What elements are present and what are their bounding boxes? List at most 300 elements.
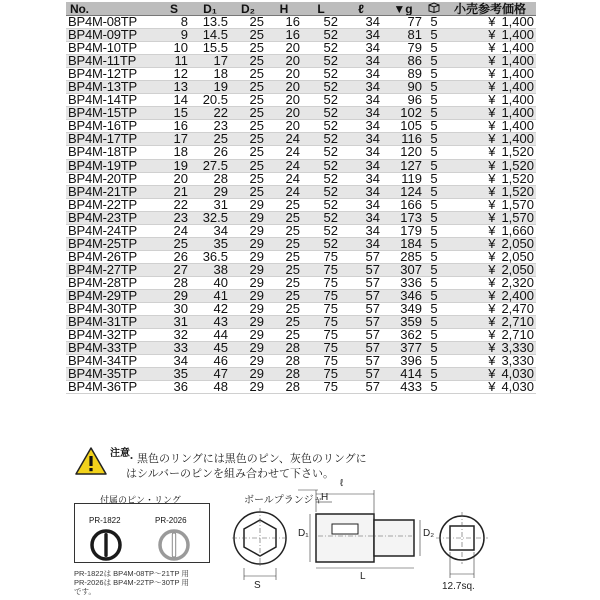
cell-model: BP4M-20TP (66, 172, 158, 185)
cell-d2: 25 (230, 42, 266, 55)
cell-price (444, 303, 536, 316)
cell-s: 19 (158, 159, 190, 172)
cell-box-qty: 5 (424, 329, 444, 342)
cell-price (444, 237, 536, 250)
yen-symbol: ¥ (488, 380, 496, 394)
cell-weight: 96 (382, 94, 424, 107)
cell-model: BP4M-27TP (66, 263, 158, 276)
cell-d2: 29 (230, 368, 266, 381)
cell-price (444, 185, 536, 198)
cell-model: BP4M-35TP (66, 368, 158, 381)
cell-l: 52 (302, 133, 340, 146)
cell-small-l: 34 (340, 68, 382, 81)
cell-l: 75 (302, 250, 340, 263)
cell-d1: 22 (190, 107, 230, 120)
cell-price (444, 263, 536, 276)
cell-h: 28 (266, 381, 302, 394)
price-value: 1,570 (501, 211, 534, 225)
cell-price (444, 224, 536, 237)
cell-s: 36 (158, 381, 190, 394)
cell-weight: 119 (382, 172, 424, 185)
cell-price (444, 107, 536, 120)
cell-s: 28 (158, 276, 190, 289)
cell-d1: 38 (190, 263, 230, 276)
cell-h: 25 (266, 303, 302, 316)
cell-box-qty: 5 (424, 198, 444, 211)
cell-small-l: 34 (340, 146, 382, 159)
cell-l: 75 (302, 276, 340, 289)
cell-price (444, 355, 536, 368)
cell-d1: 31 (190, 198, 230, 211)
cell-d1: 35 (190, 237, 230, 250)
yen-symbol: ¥ (488, 302, 496, 316)
col-header-box (424, 2, 444, 16)
cell-d2: 29 (230, 289, 266, 302)
yen-symbol: ¥ (488, 145, 496, 160)
cell-box-qty: 5 (424, 94, 444, 107)
cell-l: 52 (302, 81, 340, 94)
cell-model: BP4M-28TP (66, 276, 158, 289)
cell-l: 75 (302, 303, 340, 316)
cell-small-l: 34 (340, 224, 382, 237)
cell-s: 16 (158, 120, 190, 133)
yen-symbol: ¥ (488, 315, 496, 329)
cell-model: BP4M-21TP (66, 185, 158, 198)
cell-h: 20 (266, 94, 302, 107)
cell-h: 25 (266, 211, 302, 224)
cell-s: 11 (158, 55, 190, 68)
table-row (66, 276, 536, 289)
cell-d1: 25 (190, 133, 230, 146)
cell-price (444, 368, 536, 381)
gray-ring-icon (157, 528, 191, 562)
cell-s: 30 (158, 303, 190, 316)
box-icon (428, 2, 440, 13)
cell-box-qty: 5 (424, 120, 444, 133)
cell-small-l: 34 (340, 172, 382, 185)
cell-d1: 19 (190, 81, 230, 94)
cell-h: 20 (266, 42, 302, 55)
cell-model: BP4M-09TP (66, 29, 158, 42)
yen-symbol: ¥ (488, 250, 496, 264)
yen-symbol: ¥ (488, 93, 496, 107)
cell-weight: 349 (382, 303, 424, 316)
cell-box-qty: 5 (424, 107, 444, 120)
table-row (66, 211, 536, 224)
cell-price (444, 16, 536, 29)
cell-box-qty: 5 (424, 29, 444, 42)
table-row (66, 107, 536, 120)
cell-l: 75 (302, 355, 340, 368)
cell-small-l: 57 (340, 263, 382, 276)
label-h: H (321, 492, 329, 503)
cell-weight: 116 (382, 133, 424, 146)
cell-h: 28 (266, 355, 302, 368)
col-header-l: L (302, 2, 340, 16)
yen-symbol: ¥ (488, 159, 496, 173)
cell-h: 28 (266, 368, 302, 381)
cell-model: BP4M-36TP (66, 381, 158, 394)
cell-box-qty: 5 (424, 211, 444, 224)
cell-price (444, 329, 536, 342)
table-row (66, 198, 536, 211)
cell-small-l: 34 (340, 16, 382, 29)
cell-price (444, 146, 536, 159)
cell-d2: 29 (230, 381, 266, 394)
cell-model: BP4M-16TP (66, 120, 158, 133)
price-value: 2,050 (501, 237, 534, 251)
price-value: 1,400 (501, 28, 534, 42)
pin-ring-note (74, 569, 244, 596)
cell-h: 20 (266, 55, 302, 68)
col-header-s: S (158, 2, 190, 16)
price-value: 1,400 (501, 132, 534, 146)
cell-price (444, 198, 536, 211)
cell-d1: 32.5 (190, 211, 230, 224)
cell-weight: 336 (382, 276, 424, 289)
cell-weight: 127 (382, 159, 424, 172)
yen-symbol: ¥ (488, 67, 496, 81)
table-row (66, 146, 536, 159)
warning-triangle-icon (74, 446, 108, 476)
yen-symbol: ¥ (488, 211, 496, 225)
table-row (66, 237, 536, 250)
yen-symbol: ¥ (488, 354, 496, 368)
yen-symbol: ¥ (488, 237, 496, 251)
cell-box-qty: 5 (424, 276, 444, 289)
cell-weight: 433 (382, 381, 424, 394)
cell-box-qty: 5 (424, 355, 444, 368)
cell-model: BP4M-19TP (66, 159, 158, 172)
cell-box-qty: 5 (424, 224, 444, 237)
cell-price (444, 120, 536, 133)
cell-price (444, 381, 536, 394)
cell-s: 8 (158, 16, 190, 29)
cell-d2: 29 (230, 303, 266, 316)
cell-small-l: 57 (340, 381, 382, 394)
cell-weight: 346 (382, 289, 424, 302)
cell-price (444, 94, 536, 107)
spec-table (66, 2, 536, 394)
yen-symbol: ¥ (488, 54, 496, 68)
col-header-small-l: ℓ (340, 2, 382, 16)
table-row (66, 224, 536, 237)
cell-d2: 29 (230, 224, 266, 237)
cell-small-l: 34 (340, 120, 382, 133)
cell-box-qty: 5 (424, 316, 444, 329)
cell-l: 52 (302, 55, 340, 68)
cell-price (444, 133, 536, 146)
price-value: 2,710 (501, 315, 534, 329)
cell-small-l: 57 (340, 250, 382, 263)
label-d1: D₁ (298, 528, 309, 539)
pin-note-line-3: です。 (74, 587, 96, 596)
label-drive-size: 12.7sq. (442, 581, 475, 592)
cell-box-qty: 5 (424, 133, 444, 146)
cell-model: BP4M-11TP (66, 55, 158, 68)
price-value: 1,400 (501, 93, 534, 107)
cell-d1: 46 (190, 355, 230, 368)
cell-h: 25 (266, 263, 302, 276)
cell-d2: 25 (230, 16, 266, 29)
cell-s: 10 (158, 42, 190, 55)
cell-d2: 29 (230, 198, 266, 211)
cell-model: BP4M-24TP (66, 224, 158, 237)
cell-box-qty: 5 (424, 250, 444, 263)
cell-l: 52 (302, 120, 340, 133)
yen-symbol: ¥ (488, 15, 496, 29)
cell-s: 33 (158, 342, 190, 355)
cell-small-l: 34 (340, 55, 382, 68)
price-value: 2,400 (501, 289, 534, 303)
cell-d2: 29 (230, 329, 266, 342)
table-header-row (66, 2, 536, 16)
cell-h: 25 (266, 316, 302, 329)
yen-symbol: ¥ (488, 367, 496, 381)
cell-d1: 42 (190, 303, 230, 316)
price-value: 1,660 (501, 224, 534, 238)
cell-box-qty: 5 (424, 289, 444, 302)
cell-model: BP4M-10TP (66, 42, 158, 55)
cell-s: 15 (158, 107, 190, 120)
cell-d1: 27.5 (190, 159, 230, 172)
cell-l: 75 (302, 329, 340, 342)
cell-box-qty: 5 (424, 237, 444, 250)
cell-h: 28 (266, 342, 302, 355)
table-row (66, 120, 536, 133)
table-row (66, 303, 536, 316)
cell-model: BP4M-30TP (66, 303, 158, 316)
price-value: 1,520 (501, 172, 534, 186)
cell-l: 52 (302, 42, 340, 55)
yen-symbol: ¥ (488, 328, 496, 342)
cell-d2: 29 (230, 316, 266, 329)
cell-small-l: 57 (340, 355, 382, 368)
cell-price (444, 316, 536, 329)
cell-small-l: 57 (340, 289, 382, 302)
pin-ring-box (74, 503, 210, 563)
cell-weight: 81 (382, 29, 424, 42)
cell-l: 52 (302, 185, 340, 198)
cell-d1: 13.5 (190, 16, 230, 29)
cell-weight: 120 (382, 146, 424, 159)
pin-note-line-1: PR-1822は BP4M-08TP～21TP 用 (74, 569, 189, 578)
price-value: 2,470 (501, 302, 534, 316)
yen-symbol: ¥ (488, 106, 496, 120)
label-s: S (254, 580, 261, 591)
cell-weight: 77 (382, 16, 424, 29)
cell-s: 27 (158, 263, 190, 276)
table-row (66, 263, 536, 276)
price-value: 1,400 (501, 15, 534, 29)
cell-small-l: 57 (340, 276, 382, 289)
price-value: 2,320 (501, 276, 534, 290)
cell-box-qty: 5 (424, 68, 444, 81)
price-value: 1,400 (501, 119, 534, 133)
cell-d1: 20.5 (190, 94, 230, 107)
cell-model: BP4M-14TP (66, 94, 158, 107)
cell-small-l: 34 (340, 42, 382, 55)
cell-weight: 124 (382, 185, 424, 198)
price-value: 1,520 (501, 145, 534, 160)
cell-d1: 15.5 (190, 42, 230, 55)
cell-weight: 377 (382, 342, 424, 355)
cell-d2: 29 (230, 237, 266, 250)
caution-label: 注意 (110, 448, 130, 459)
yen-symbol: ¥ (488, 276, 496, 290)
cell-small-l: 34 (340, 133, 382, 146)
cell-h: 24 (266, 159, 302, 172)
cell-small-l: 57 (340, 329, 382, 342)
cell-weight: 184 (382, 237, 424, 250)
cell-d2: 25 (230, 68, 266, 81)
cell-weight: 396 (382, 355, 424, 368)
cell-price (444, 42, 536, 55)
cell-box-qty: 5 (424, 263, 444, 276)
cell-weight: 86 (382, 55, 424, 68)
cell-l: 52 (302, 198, 340, 211)
cell-d1: 48 (190, 381, 230, 394)
cell-l: 52 (302, 29, 340, 42)
cell-d2: 29 (230, 263, 266, 276)
cell-d1: 26 (190, 146, 230, 159)
table-row (66, 81, 536, 94)
cell-h: 25 (266, 237, 302, 250)
price-value: 2,050 (501, 250, 534, 264)
cell-model: BP4M-12TP (66, 68, 158, 81)
yen-symbol: ¥ (488, 224, 496, 238)
pin-ring-panel (74, 493, 244, 595)
cell-d2: 29 (230, 342, 266, 355)
price-value: 1,520 (501, 159, 534, 173)
cell-weight: 173 (382, 211, 424, 224)
table-row (66, 329, 536, 342)
cell-price (444, 68, 536, 81)
cell-s: 23 (158, 211, 190, 224)
yen-symbol: ¥ (488, 341, 496, 355)
cell-box-qty: 5 (424, 42, 444, 55)
cell-price (444, 55, 536, 68)
table-row (66, 172, 536, 185)
cell-d1: 47 (190, 368, 230, 381)
pin-ring-title: 付属のピン・リング (100, 495, 181, 505)
cell-d1: 29 (190, 185, 230, 198)
cell-l: 75 (302, 368, 340, 381)
cell-d2: 29 (230, 355, 266, 368)
cell-l: 75 (302, 263, 340, 276)
cell-small-l: 57 (340, 342, 382, 355)
cell-d1: 18 (190, 68, 230, 81)
pin-code-1: PR-1822 (89, 516, 121, 525)
cell-s: 35 (158, 368, 190, 381)
cell-l: 52 (302, 237, 340, 250)
cell-small-l: 57 (340, 316, 382, 329)
cell-box-qty: 5 (424, 381, 444, 394)
cell-weight: 179 (382, 224, 424, 237)
cell-l: 52 (302, 224, 340, 237)
price-value: 2,710 (501, 328, 534, 342)
cell-d2: 25 (230, 107, 266, 120)
cell-price (444, 172, 536, 185)
cell-h: 20 (266, 120, 302, 133)
table-row (66, 289, 536, 302)
cell-s: 31 (158, 316, 190, 329)
table-row (66, 16, 536, 29)
price-value: 1,400 (501, 67, 534, 81)
cell-weight: 359 (382, 316, 424, 329)
cell-d1: 23 (190, 120, 230, 133)
cell-d2: 29 (230, 211, 266, 224)
cell-model: BP4M-18TP (66, 146, 158, 159)
cell-box-qty: 5 (424, 342, 444, 355)
cell-d1: 14.5 (190, 29, 230, 42)
cell-price (444, 289, 536, 302)
cell-weight: 89 (382, 68, 424, 81)
cell-box-qty: 5 (424, 303, 444, 316)
cell-s: 17 (158, 133, 190, 146)
cell-l: 75 (302, 289, 340, 302)
cell-box-qty: 5 (424, 16, 444, 29)
cell-small-l: 34 (340, 94, 382, 107)
label-ball-plunger: ボールプランジャ (244, 495, 324, 506)
cell-s: 20 (158, 172, 190, 185)
cell-weight: 362 (382, 329, 424, 342)
cell-small-l: 34 (340, 107, 382, 120)
label-d2: D₂ (423, 528, 435, 539)
cell-s: 12 (158, 68, 190, 81)
cell-l: 75 (302, 316, 340, 329)
cell-weight: 285 (382, 250, 424, 263)
cell-s: 18 (158, 146, 190, 159)
cell-small-l: 34 (340, 159, 382, 172)
table-row (66, 94, 536, 107)
cell-small-l: 34 (340, 29, 382, 42)
cell-weight: 105 (382, 120, 424, 133)
black-ring-icon (89, 528, 123, 562)
cell-weight: 79 (382, 42, 424, 55)
cell-s: 13 (158, 81, 190, 94)
cell-d1: 44 (190, 329, 230, 342)
cell-weight: 307 (382, 263, 424, 276)
cell-l: 52 (302, 94, 340, 107)
caution-line-2: はシルバーのピンを組み合わせて下さい。 (126, 468, 334, 480)
yen-symbol: ¥ (488, 172, 496, 186)
yen-symbol: ¥ (488, 289, 496, 303)
cell-small-l: 57 (340, 368, 382, 381)
pin-code-2: PR-2026 (155, 516, 187, 525)
cell-d2: 25 (230, 94, 266, 107)
yen-symbol: ¥ (488, 41, 496, 55)
cell-h: 20 (266, 81, 302, 94)
col-header-d2: D₂ (230, 2, 266, 16)
col-header-weight: ▼g (382, 2, 424, 16)
cell-weight: 414 (382, 368, 424, 381)
cell-s: 29 (158, 289, 190, 302)
cell-price (444, 211, 536, 224)
price-value: 3,330 (501, 354, 534, 368)
cell-h: 24 (266, 133, 302, 146)
yen-symbol: ¥ (488, 132, 496, 146)
cell-h: 20 (266, 107, 302, 120)
price-value: 1,570 (501, 198, 534, 212)
table-row (66, 68, 536, 81)
cell-s: 14 (158, 94, 190, 107)
price-value: 1,400 (501, 106, 534, 120)
cell-model: BP4M-25TP (66, 237, 158, 250)
table-row (66, 250, 536, 263)
cell-price (444, 159, 536, 172)
cell-small-l: 34 (340, 81, 382, 94)
